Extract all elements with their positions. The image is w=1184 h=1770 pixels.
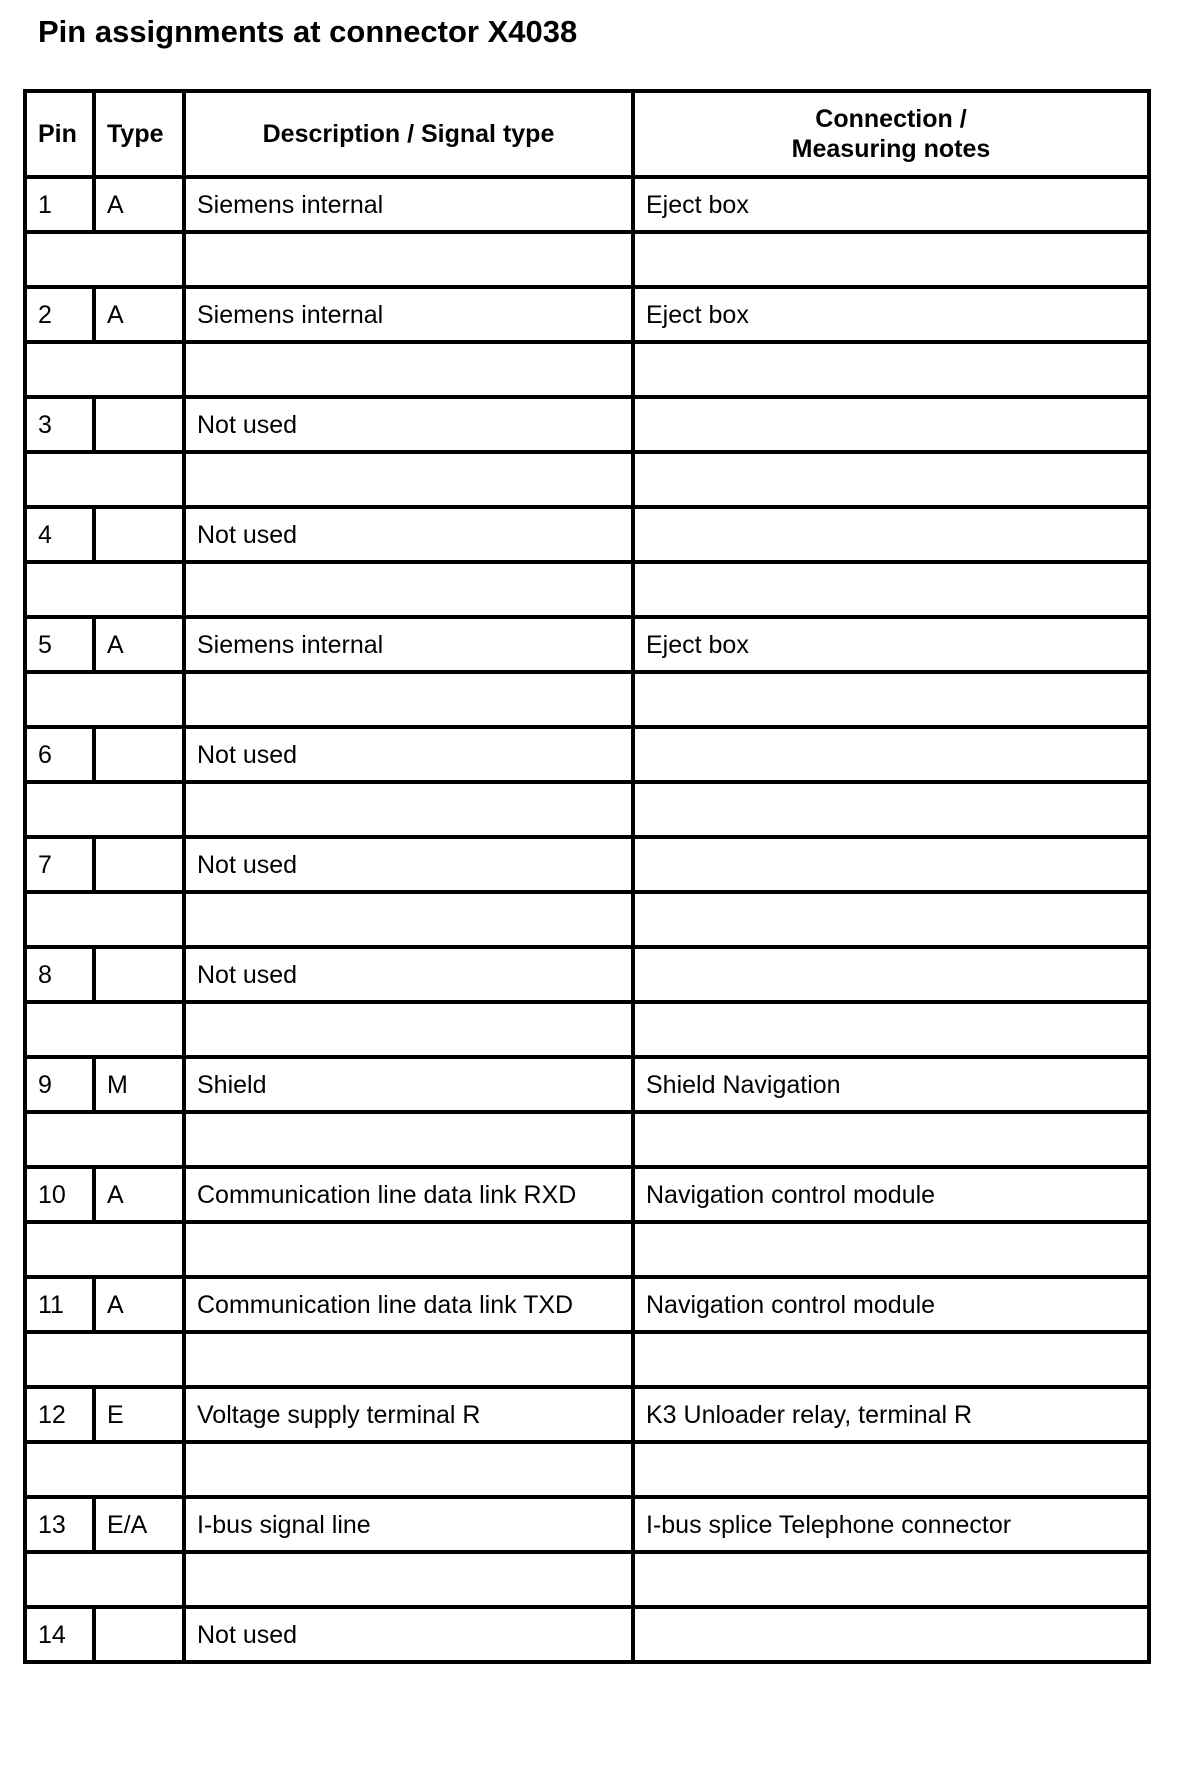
table-header-row [25, 91, 1149, 177]
table-row [25, 1387, 1149, 1442]
spacer-cell-pin-type [25, 1332, 184, 1387]
spacer-row [25, 342, 1149, 397]
table-body [25, 177, 1149, 1662]
cell-description: I-bus signal line [184, 1497, 633, 1552]
cell-description: Voltage supply terminal R [184, 1387, 633, 1442]
header-connection [633, 91, 1149, 177]
cell-type: A [94, 617, 184, 672]
cell-connection [633, 947, 1149, 1002]
spacer-cell-pin-type [25, 1442, 184, 1497]
cell-pin: 13 [25, 1497, 94, 1552]
cell-pin: 6 [25, 727, 94, 782]
cell-description: Not used [184, 947, 633, 1002]
spacer-cell-description [184, 452, 633, 507]
header-type: Type [94, 91, 184, 177]
page-title: Pin assignments at connector X4038 [38, 14, 578, 49]
header-pin: Pin [25, 91, 94, 177]
spacer-cell-connection [633, 452, 1149, 507]
cell-description: Not used [184, 397, 633, 452]
spacer-cell-description [184, 672, 633, 727]
spacer-cell-description [184, 782, 633, 837]
cell-connection [633, 727, 1149, 782]
cell-description: Communication line data link RXD [184, 1167, 633, 1222]
spacer-cell-connection [633, 1442, 1149, 1497]
table-row [25, 947, 1149, 1002]
spacer-cell-pin-type [25, 562, 184, 617]
spacer-row [25, 1002, 1149, 1057]
header-connection-line1: Connection / [815, 105, 967, 133]
cell-description: Communication line data link TXD [184, 1277, 633, 1332]
spacer-cell-pin-type [25, 342, 184, 397]
spacer-cell-pin-type [25, 452, 184, 507]
cell-pin: 9 [25, 1057, 94, 1112]
spacer-cell-connection [633, 782, 1149, 837]
table-row [25, 1607, 1149, 1662]
spacer-row [25, 892, 1149, 947]
cell-connection: Navigation control module [633, 1167, 1149, 1222]
cell-type [94, 727, 184, 782]
spacer-row [25, 1552, 1149, 1607]
cell-pin: 7 [25, 837, 94, 892]
cell-pin: 2 [25, 287, 94, 342]
cell-pin: 1 [25, 177, 94, 232]
spacer-cell-description [184, 892, 633, 947]
cell-connection: Eject box [633, 617, 1149, 672]
spacer-cell-pin-type [25, 782, 184, 837]
spacer-cell-pin-type [25, 1222, 184, 1277]
spacer-cell-pin-type [25, 232, 184, 287]
cell-description: Not used [184, 837, 633, 892]
spacer-cell-description [184, 1222, 633, 1277]
spacer-cell-connection [633, 1332, 1149, 1387]
table-row [25, 1057, 1149, 1112]
spacer-cell-description [184, 1332, 633, 1387]
spacer-row [25, 232, 1149, 287]
table-row [25, 1497, 1149, 1552]
cell-description: Siemens internal [184, 177, 633, 232]
cell-description: Not used [184, 1607, 633, 1662]
spacer-row [25, 1112, 1149, 1167]
cell-type [94, 947, 184, 1002]
spacer-row [25, 1442, 1149, 1497]
spacer-cell-description [184, 562, 633, 617]
spacer-cell-description [184, 1002, 633, 1057]
cell-connection: Eject box [633, 177, 1149, 232]
spacer-cell-pin-type [25, 1112, 184, 1167]
cell-type: E/A [94, 1497, 184, 1552]
spacer-cell-connection [633, 342, 1149, 397]
cell-type [94, 397, 184, 452]
cell-type [94, 507, 184, 562]
cell-connection: Navigation control module [633, 1277, 1149, 1332]
table-row [25, 287, 1149, 342]
cell-connection [633, 397, 1149, 452]
spacer-cell-connection [633, 1002, 1149, 1057]
cell-connection: Eject box [633, 287, 1149, 342]
cell-type: A [94, 1167, 184, 1222]
table-row [25, 727, 1149, 782]
cell-connection: Shield Navigation [633, 1057, 1149, 1112]
spacer-row [25, 452, 1149, 507]
cell-description: Shield [184, 1057, 633, 1112]
cell-pin: 8 [25, 947, 94, 1002]
cell-pin: 4 [25, 507, 94, 562]
cell-pin: 12 [25, 1387, 94, 1442]
spacer-row [25, 562, 1149, 617]
cell-description: Not used [184, 727, 633, 782]
cell-type: A [94, 287, 184, 342]
cell-type: E [94, 1387, 184, 1442]
spacer-row [25, 1222, 1149, 1277]
spacer-cell-pin-type [25, 892, 184, 947]
spacer-cell-pin-type [25, 672, 184, 727]
spacer-cell-description [184, 1552, 633, 1607]
spacer-row [25, 1332, 1149, 1387]
cell-connection [633, 837, 1149, 892]
cell-type: M [94, 1057, 184, 1112]
spacer-cell-connection [633, 672, 1149, 727]
spacer-cell-pin-type [25, 1002, 184, 1057]
pin-assignment-table [23, 89, 1151, 1664]
table-row [25, 837, 1149, 892]
spacer-cell-connection [633, 232, 1149, 287]
table-row [25, 507, 1149, 562]
cell-pin: 3 [25, 397, 94, 452]
spacer-cell-connection [633, 562, 1149, 617]
spacer-cell-description [184, 232, 633, 287]
spacer-cell-connection [633, 1222, 1149, 1277]
cell-connection [633, 507, 1149, 562]
table-row [25, 617, 1149, 672]
spacer-cell-connection [633, 1552, 1149, 1607]
spacer-cell-description [184, 1442, 633, 1497]
spacer-row [25, 672, 1149, 727]
table-row [25, 177, 1149, 232]
table-row [25, 1277, 1149, 1332]
spacer-cell-description [184, 342, 633, 397]
cell-description: Siemens internal [184, 287, 633, 342]
cell-description: Siemens internal [184, 617, 633, 672]
spacer-row [25, 782, 1149, 837]
cell-type [94, 1607, 184, 1662]
cell-pin: 11 [25, 1277, 94, 1332]
cell-pin: 5 [25, 617, 94, 672]
table-row [25, 397, 1149, 452]
cell-type [94, 837, 184, 892]
spacer-cell-connection [633, 892, 1149, 947]
cell-type: A [94, 177, 184, 232]
table-row [25, 1167, 1149, 1222]
cell-connection: K3 Unloader relay, terminal R [633, 1387, 1149, 1442]
cell-pin: 14 [25, 1607, 94, 1662]
cell-connection [633, 1607, 1149, 1662]
cell-connection: I-bus splice Telephone connector [633, 1497, 1149, 1552]
cell-pin: 10 [25, 1167, 94, 1222]
spacer-cell-connection [633, 1112, 1149, 1167]
spacer-cell-description [184, 1112, 633, 1167]
header-connection-line2: Measuring notes [791, 135, 991, 163]
cell-type: A [94, 1277, 184, 1332]
header-description: Description / Signal type [184, 91, 633, 177]
spacer-cell-pin-type [25, 1552, 184, 1607]
cell-description: Not used [184, 507, 633, 562]
